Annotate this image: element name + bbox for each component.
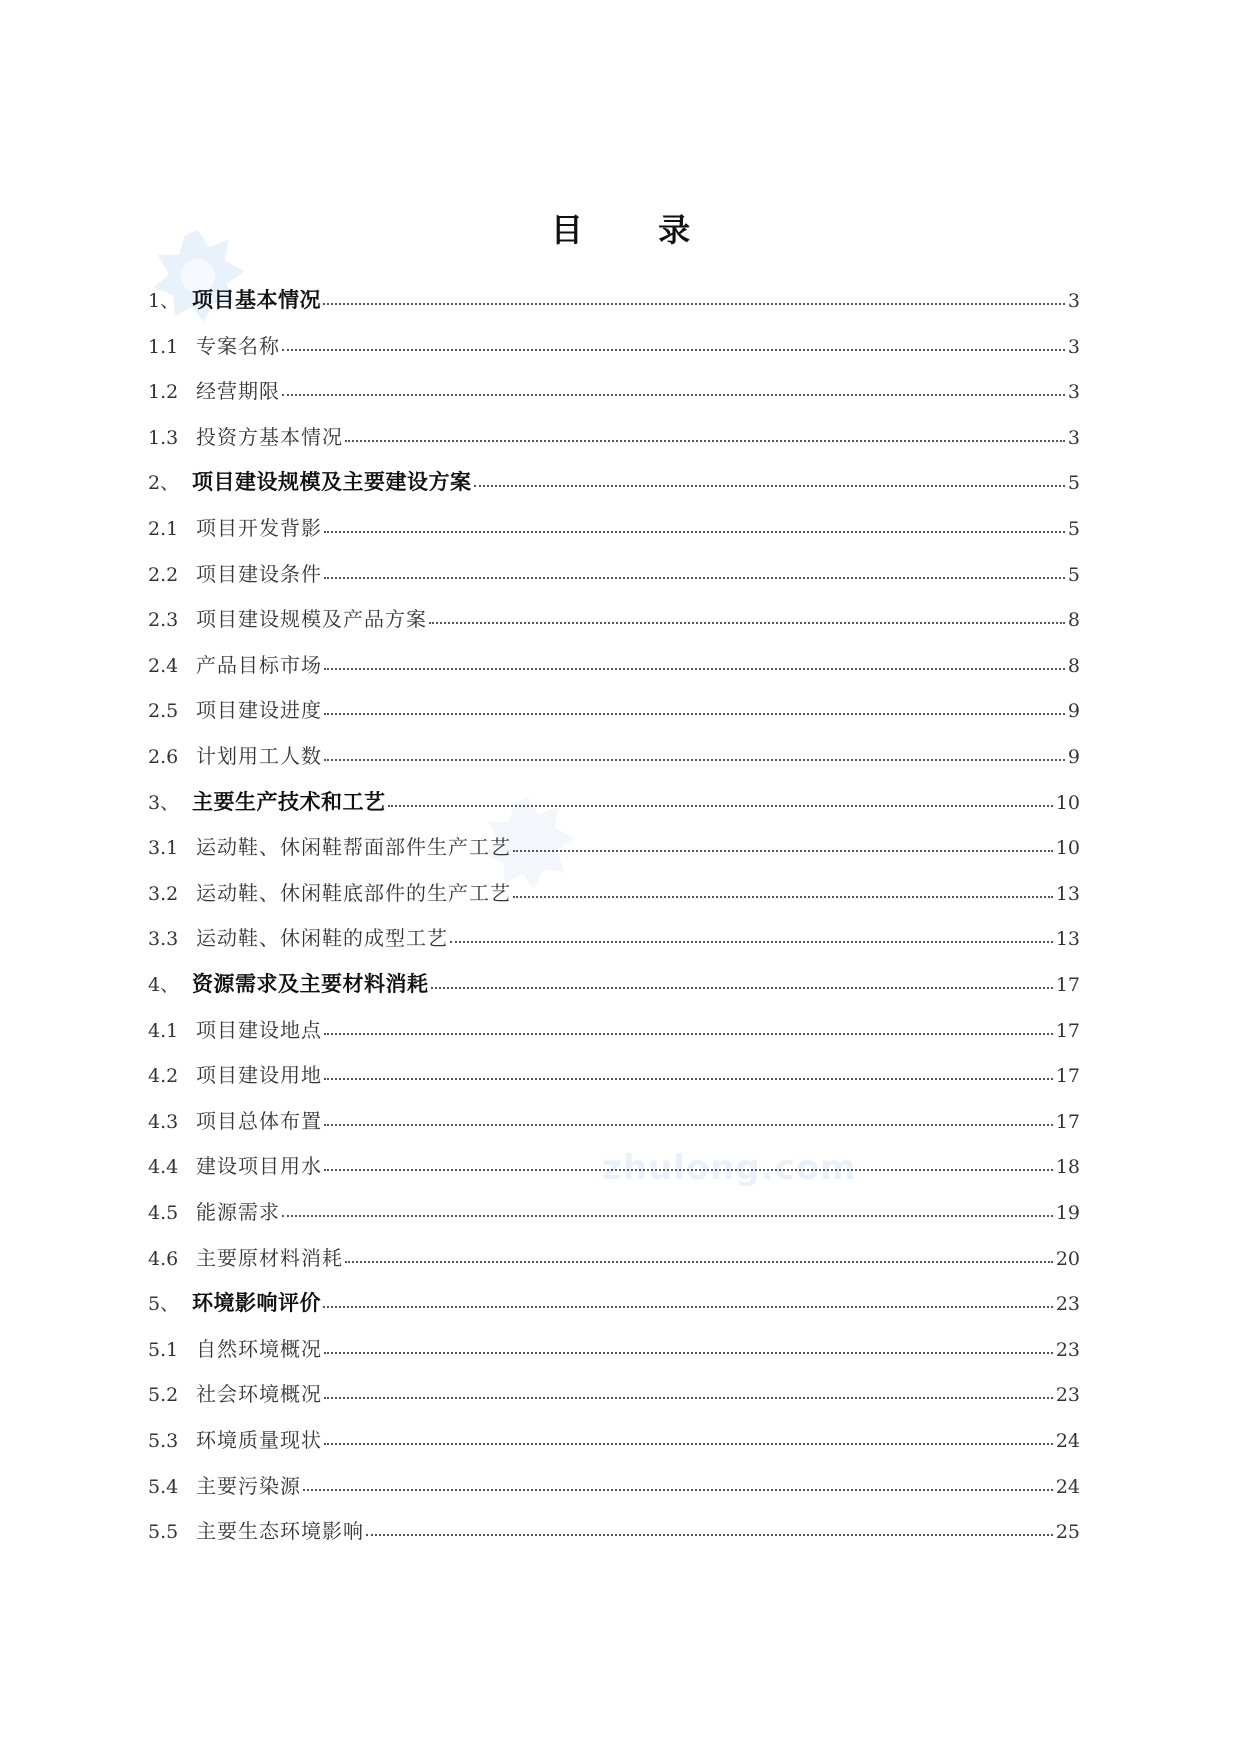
toc-number: 3.1 — [148, 837, 179, 860]
toc-number: 5、 — [148, 1293, 180, 1316]
toc-number: 2.1 — [148, 518, 179, 540]
toc-leader-dots — [431, 987, 1053, 989]
toc-section-row[interactable] — [148, 922, 1080, 952]
toc-title: 运动鞋、休闲鞋底部件的生产工艺 — [196, 880, 511, 905]
toc-number: 1.1 — [148, 335, 179, 358]
toc-leader-dots — [324, 1124, 1053, 1126]
toc-page-number: 10 — [1055, 837, 1080, 860]
toc-page-number: 20 — [1055, 1247, 1080, 1270]
toc-leader-dots — [323, 303, 1065, 305]
toc-title: 建设项目用水 — [196, 1154, 322, 1179]
toc-number: 4.5 — [148, 1202, 179, 1224]
toc-leader-dots — [324, 1169, 1053, 1171]
toc-page-number: 24 — [1055, 1475, 1080, 1498]
toc-leader-dots — [324, 1352, 1053, 1354]
toc-page-number: 19 — [1055, 1202, 1080, 1224]
toc-page-number: 17 — [1055, 974, 1080, 996]
toc-number: 2.6 — [148, 746, 179, 768]
toc-number: 5.1 — [148, 1338, 179, 1361]
toc-leader-dots — [282, 1215, 1053, 1217]
toc-title: 主要生态环境影响 — [196, 1519, 364, 1544]
toc-leader-dots — [450, 941, 1053, 943]
toc-title: 社会环境概况 — [196, 1382, 322, 1407]
toc-page-number: 23 — [1055, 1293, 1080, 1316]
toc-page-number: 17 — [1055, 1110, 1080, 1133]
toc-number: 2.5 — [148, 700, 179, 723]
toc-number: 2、 — [148, 472, 180, 495]
toc-page-number: 23 — [1055, 1384, 1080, 1407]
toc-title: 项目开发背影 — [196, 516, 322, 540]
toc-title: 投资方基本情况 — [196, 424, 343, 449]
toc-title: 项目建设地点 — [196, 1017, 322, 1042]
toc-page-number: 5 — [1067, 472, 1080, 495]
page-title: 目 录 — [550, 211, 723, 249]
toc-number: 1、 — [148, 290, 180, 312]
toc-chapter-row[interactable] — [148, 1287, 1080, 1317]
toc-section-row[interactable] — [148, 1014, 1080, 1044]
toc-leader-dots — [324, 1033, 1053, 1035]
toc-title: 运动鞋、休闲鞋帮面部件生产工艺 — [196, 835, 511, 860]
toc-number: 5.5 — [148, 1521, 179, 1544]
toc-page-number: 17 — [1055, 1065, 1080, 1088]
toc-number: 3.3 — [148, 928, 179, 951]
toc-section-row[interactable] — [148, 740, 1080, 770]
toc-title: 专案名称 — [196, 333, 280, 358]
toc-title: 项目建设用地 — [196, 1063, 322, 1088]
toc-number: 3、 — [148, 791, 180, 814]
toc-leader-dots — [282, 349, 1065, 351]
toc-title: 经营期限 — [196, 379, 280, 404]
toc-title: 能源需求 — [196, 1200, 280, 1224]
toc-chapter-row[interactable] — [148, 466, 1080, 496]
toc-page-number: 13 — [1055, 882, 1080, 905]
toc-leader-dots — [388, 805, 1053, 807]
toc-section-row[interactable] — [148, 1105, 1080, 1135]
toc-section-row[interactable] — [148, 877, 1080, 907]
toc-page-number: 13 — [1055, 928, 1080, 951]
toc-title: 主要生产技术和工艺 — [192, 789, 386, 814]
toc-page-number: 3 — [1067, 381, 1080, 404]
toc-title: 计划用工人数 — [196, 744, 322, 768]
toc-section-row[interactable] — [148, 1333, 1080, 1363]
watermark-text: zhulong.com — [602, 1148, 857, 1188]
toc-leader-dots — [303, 1489, 1053, 1491]
toc-section-row[interactable] — [148, 1378, 1080, 1408]
toc-section-row[interactable] — [148, 1196, 1080, 1226]
toc-number: 1.3 — [148, 426, 179, 449]
toc-number: 4.2 — [148, 1065, 179, 1088]
toc-title: 项目建设条件 — [196, 561, 322, 586]
toc-number: 5.3 — [148, 1430, 179, 1452]
toc-section-row[interactable] — [148, 694, 1080, 724]
toc-number: 4、 — [148, 974, 180, 996]
toc-section-row[interactable] — [148, 1515, 1080, 1545]
toc-leader-dots — [429, 622, 1065, 624]
toc-page-number: 25 — [1055, 1521, 1080, 1544]
toc-title: 运动鞋、休闲鞋的成型工艺 — [196, 926, 448, 951]
toc-number: 2.4 — [148, 654, 179, 677]
toc-chapter-row[interactable] — [148, 968, 1080, 998]
toc-leader-dots — [345, 440, 1065, 442]
toc-leader-dots — [513, 896, 1053, 898]
toc-page-number: 10 — [1055, 791, 1080, 814]
toc-section-row[interactable] — [148, 603, 1080, 633]
toc-section-row[interactable] — [148, 558, 1080, 588]
toc-section-row[interactable] — [148, 649, 1080, 679]
toc-section-row[interactable] — [148, 421, 1080, 451]
toc-number: 4.1 — [148, 1019, 179, 1042]
toc-title: 产品目标市场 — [196, 652, 322, 677]
toc-leader-dots — [324, 1078, 1053, 1080]
toc-title: 主要污染源 — [196, 1473, 301, 1498]
toc-leader-dots — [366, 1534, 1053, 1536]
toc-leader-dots — [324, 1443, 1053, 1445]
toc-page-number: 8 — [1067, 654, 1080, 677]
toc-page-number: 8 — [1067, 609, 1080, 632]
toc-number: 2.3 — [148, 609, 179, 632]
toc-title: 项目建设规模及主要建设方案 — [192, 470, 472, 495]
toc-leader-dots — [324, 668, 1065, 670]
toc-title: 环境质量现状 — [196, 1428, 322, 1452]
toc-leader-dots — [324, 713, 1065, 715]
toc-section-row[interactable] — [148, 1059, 1080, 1089]
toc-number: 1.2 — [148, 381, 179, 404]
toc-title: 资源需求及主要材料消耗 — [192, 972, 429, 996]
toc-leader-dots — [324, 1397, 1053, 1399]
toc-section-row[interactable] — [148, 831, 1080, 861]
toc-leader-dots — [282, 394, 1065, 396]
toc-leader-dots — [323, 1306, 1053, 1308]
toc-title: 项目建设规模及产品方案 — [196, 607, 427, 632]
toc-section-row[interactable] — [148, 330, 1080, 360]
toc-number: 5.4 — [148, 1475, 179, 1498]
toc-number: 5.2 — [148, 1384, 179, 1407]
toc-section-row[interactable] — [148, 1470, 1080, 1500]
toc-chapter-row[interactable] — [148, 786, 1080, 816]
toc-section-row[interactable] — [148, 1150, 1080, 1180]
toc-section-row[interactable] — [148, 512, 1080, 542]
toc-number: 4.6 — [148, 1247, 179, 1270]
toc-chapter-row[interactable] — [148, 284, 1080, 314]
toc-leader-dots — [324, 531, 1065, 533]
toc-page-number: 24 — [1055, 1430, 1080, 1452]
toc-title: 项目建设进度 — [196, 698, 322, 723]
toc-page-number: 3 — [1067, 290, 1080, 312]
toc-page-number: 3 — [1067, 335, 1080, 358]
toc-page-number: 5 — [1067, 563, 1080, 586]
toc-page-number: 9 — [1067, 746, 1080, 768]
toc-page-number: 5 — [1067, 518, 1080, 540]
toc-leader-dots — [324, 759, 1065, 761]
toc-title: 环境影响评价 — [192, 1291, 321, 1316]
toc-number: 2.2 — [148, 563, 179, 586]
toc-section-row[interactable] — [148, 1242, 1080, 1272]
toc-page-number: 9 — [1067, 700, 1080, 723]
toc-section-row[interactable] — [148, 1424, 1080, 1454]
toc-leader-dots — [324, 577, 1065, 579]
toc-page-number: 3 — [1067, 426, 1080, 449]
toc-number: 4.3 — [148, 1110, 179, 1133]
toc-title: 自然环境概况 — [196, 1336, 322, 1361]
toc-section-row[interactable] — [148, 375, 1080, 405]
toc-title: 项目基本情况 — [192, 288, 321, 312]
toc-title: 主要原材料消耗 — [196, 1245, 343, 1270]
toc-page-number: 23 — [1055, 1338, 1080, 1361]
toc-title: 项目总体布置 — [196, 1108, 322, 1133]
toc-number: 3.2 — [148, 882, 179, 905]
toc-page-number: 17 — [1055, 1019, 1080, 1042]
toc-leader-dots — [513, 850, 1053, 852]
toc-page-number: 18 — [1055, 1156, 1080, 1179]
toc-leader-dots — [345, 1261, 1053, 1263]
toc-leader-dots — [474, 485, 1065, 487]
toc-number: 4.4 — [148, 1156, 179, 1179]
